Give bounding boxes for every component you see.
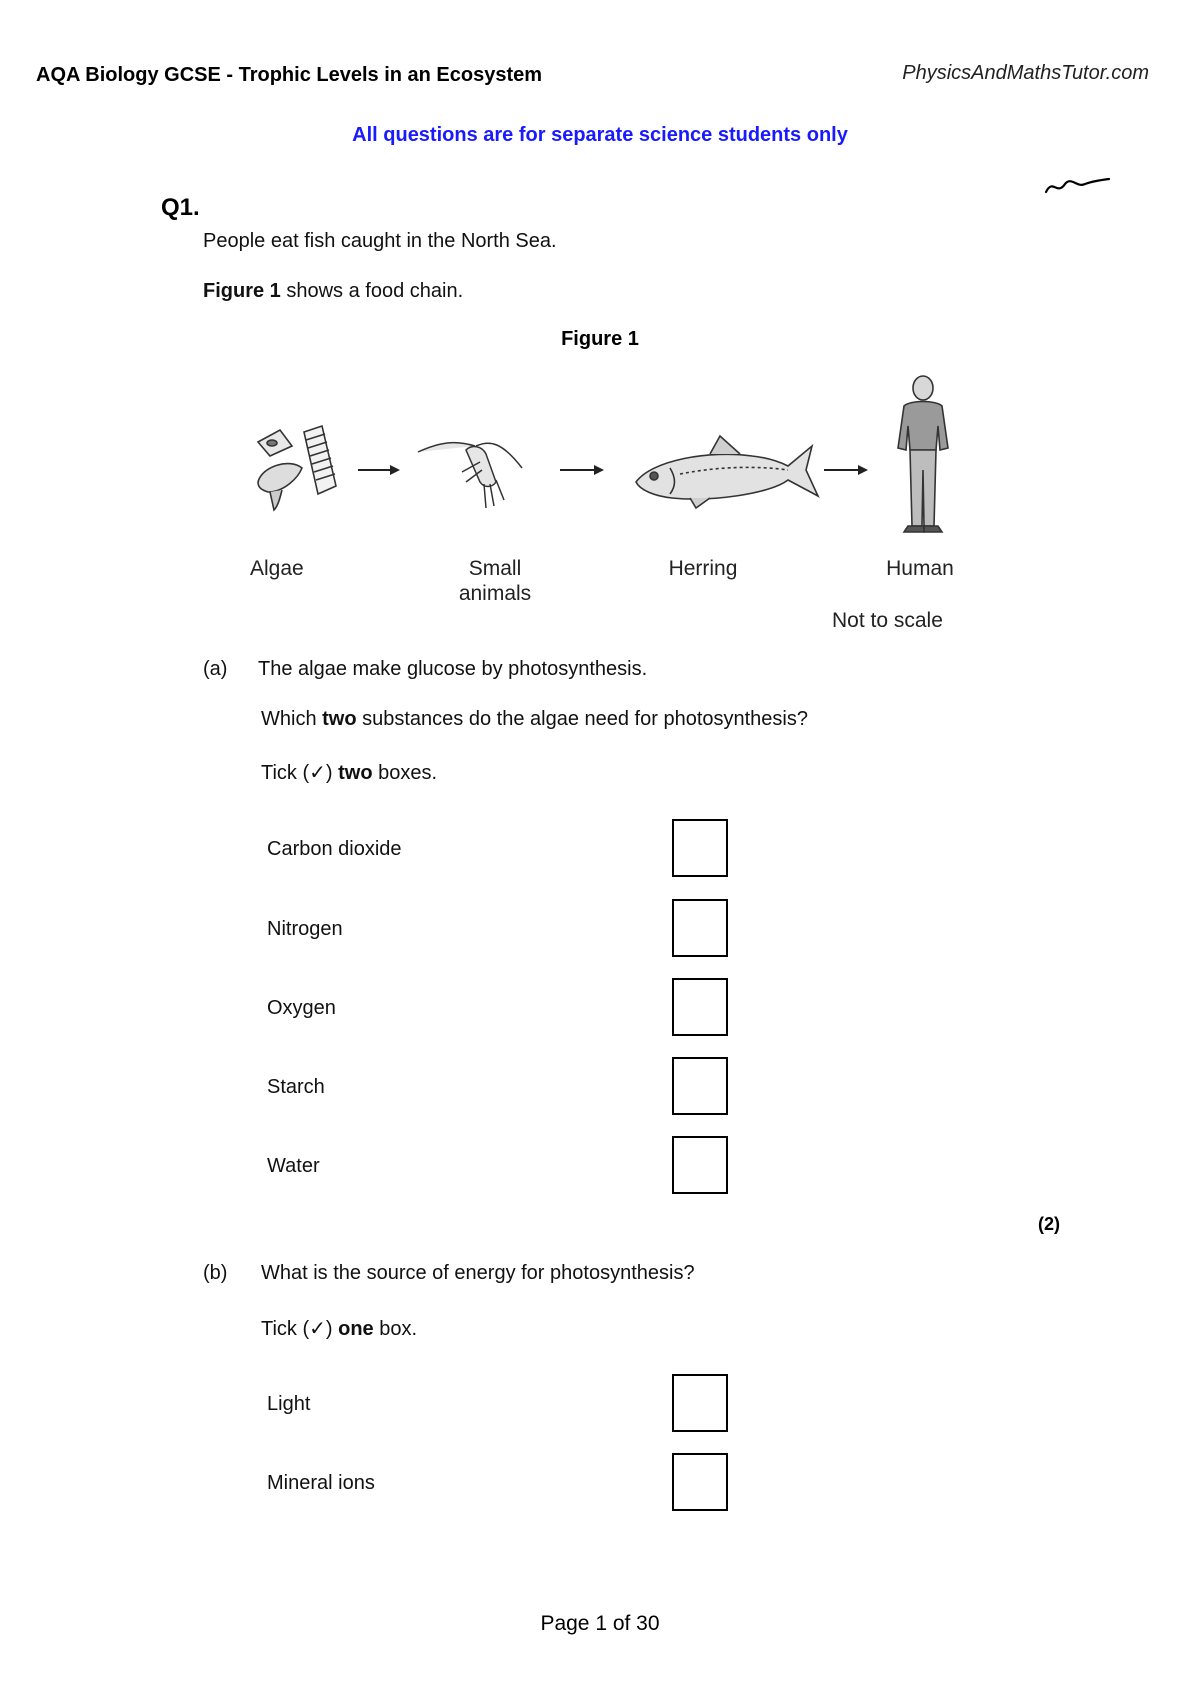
figure-reference — [203, 280, 463, 303]
part-a-question — [261, 708, 808, 731]
part-a-tick-pre: Tick (✓) — [261, 762, 339, 784]
tick-box-nitrogen[interactable] — [672, 899, 728, 957]
small-animals-illustration — [418, 443, 522, 508]
part-a-question-emph: two — [322, 708, 357, 730]
herring-illustration — [636, 436, 818, 508]
human-illustration — [898, 376, 948, 532]
scale-note: Not to scale — [832, 609, 943, 632]
figure-title: Figure 1 — [561, 328, 639, 350]
part-a-tick-emph: two — [338, 762, 373, 784]
site-name: PhysicsAndMathsTutor.com — [902, 62, 1149, 84]
arrow-icon — [358, 465, 400, 475]
tick-box-oxygen[interactable] — [672, 978, 728, 1036]
part-b-instruction — [261, 1316, 417, 1341]
label-herring: Herring — [668, 557, 738, 580]
part-a-tick-post: boxes. — [372, 762, 438, 784]
part-b-tick-pre: Tick (✓) — [261, 1318, 339, 1340]
part-a-question-post: substances do the algae need for photosynthesis? — [356, 708, 808, 730]
figure-ref-label: Figure 1 — [203, 280, 281, 302]
option-label: Water — [267, 1155, 320, 1177]
option-label: Light — [267, 1393, 311, 1415]
part-a-instruction — [261, 760, 437, 785]
tick-box-light[interactable] — [672, 1374, 728, 1432]
label-human: Human — [886, 557, 954, 580]
pen-mark — [1043, 170, 1113, 200]
document-title: AQA Biology GCSE - Trophic Levels in an Ecosystem — [36, 64, 543, 86]
part-b-label: (b) — [203, 1262, 228, 1284]
tick-box-water[interactable] — [672, 1136, 728, 1194]
arrow-icon — [560, 465, 604, 475]
food-chain-figure — [240, 370, 980, 550]
option-label: Oxygen — [267, 997, 336, 1019]
label-algae: Algae — [250, 557, 304, 580]
label-small-animals: Small animals — [458, 557, 532, 605]
option-label: Mineral ions — [267, 1472, 375, 1494]
part-b-tick-post: box. — [373, 1318, 418, 1340]
question-number: Q1. — [161, 194, 200, 221]
page-number: Page 1 of 30 — [540, 1612, 660, 1635]
tick-box-mineral-ions[interactable] — [672, 1453, 728, 1511]
algae-illustration — [258, 426, 336, 510]
arrow-icon — [824, 465, 868, 475]
marks-allocation: (2) — [1038, 1214, 1060, 1234]
separate-science-notice: All questions are for separate science students only — [352, 124, 848, 146]
option-label: Nitrogen — [267, 918, 343, 940]
part-a-label: (a) — [203, 658, 228, 680]
figure-ref-text: shows a food chain. — [280, 280, 464, 302]
question-intro: People eat fish caught in the North Sea. — [203, 230, 557, 252]
option-label: Carbon dioxide — [267, 838, 402, 860]
part-a-question-pre: Which — [261, 708, 323, 730]
part-a-statement: The algae make glucose by photosynthesis. — [258, 658, 648, 680]
option-label: Starch — [267, 1076, 325, 1098]
tick-box-starch[interactable] — [672, 1057, 728, 1115]
tick-box-carbon-dioxide[interactable] — [672, 819, 728, 877]
part-b-tick-emph: one — [338, 1318, 374, 1340]
part-b-question: What is the source of energy for photosynthesis? — [261, 1262, 695, 1284]
